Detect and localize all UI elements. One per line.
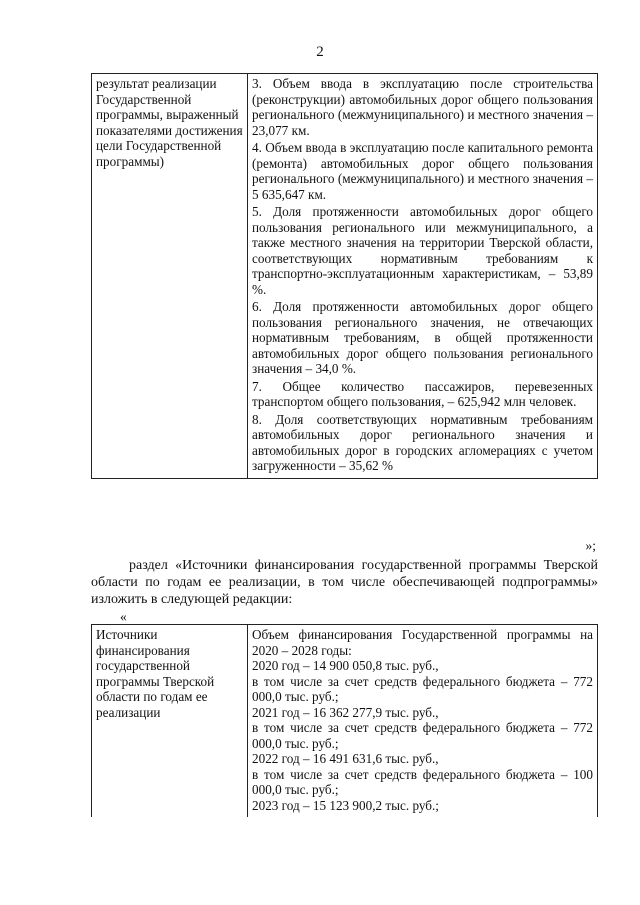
- financing-line-1: 2020 год – 14 900 050,8 тыс. руб.,: [252, 658, 439, 673]
- indicator-item-8: 8. Доля соответствующих нормативным требованиям автомобильных дорог регионального значения и автомобильных дорог в городских агломерациях с учетом загруженности – 35,62 %: [252, 411, 593, 473]
- indicator-item-3: 3. Объем ввода в эксплуатацию после строительства (реконструкции) автомобильных дорог общего пользования регионального (межмуниципального) и местного значения – 23,077 км.: [252, 76, 593, 138]
- amendment-paragraph: раздел «Источники финансирования государственной программы Тверской области по годам ее реализации, в том числе обеспечивающей подпрограммы» изложить в следующей редакции:: [91, 558, 598, 607]
- indicator-item-6: 6. Доля протяженности автомобильных дорог общего пользования регионального значения, не отвечающих нормативным требованиям, в общей протяженности автомобильных дорог общего пользования регионального значения – 34,0 %.: [252, 299, 593, 376]
- table2-right-cell: [248, 625, 598, 818]
- opening-quote: «: [120, 609, 127, 624]
- table2-left-cell: [92, 625, 248, 818]
- financing-line-2: в том числе за счет средств федерального бюджета – 772 000,0 тыс. руб.;: [252, 673, 593, 704]
- table2-left-text: Источники финансирования государственной программы Тверской области по годам ее реализации: [96, 627, 215, 720]
- financing-line-3: 2021 год – 16 362 277,9 тыс. руб.,: [252, 704, 439, 720]
- financing-line-6: в том числе за счет средств федерального бюджета – 100 000,0 тыс. руб.;: [252, 766, 593, 797]
- financing-line-4: в том числе за счет средств федерального бюджета – 772 000,0 тыс. руб.;: [252, 720, 593, 751]
- passport-table-financing: [91, 624, 598, 817]
- indicator-item-7: 7. Общее количество пассажиров, перевезенных транспортом общего пользования, – 625,942 млн человек.: [252, 378, 593, 409]
- table1-left-cell: [92, 74, 248, 479]
- financing-line-7: 2023 год – 15 123 900,2 тыс. руб.;: [252, 797, 439, 813]
- table1-left-text: результат реализации Государственной программы, выраженный показателями достижения цели Государственной программы): [96, 76, 243, 169]
- table1-right-cell: [248, 74, 598, 479]
- closing-quote: »;: [585, 538, 596, 553]
- financing-line-0: Объем финансирования Государственной программы на 2020 – 2028 годы:: [252, 627, 593, 658]
- indicator-item-5: 5. Доля протяженности автомобильных дорог общего пользования регионального или межмуниципального, а также местного значения на территории Тверской области, соответствующих нормативным требованиям к транспортно-эксплуатационным характеристикам, – 53,89 %.: [252, 204, 593, 297]
- page-number: 2: [316, 44, 324, 60]
- passport-table-results: [91, 73, 598, 479]
- financing-line-5: 2022 год – 16 491 631,6 тыс. руб.,: [252, 751, 439, 766]
- indicator-item-4: 4. Объем ввода в эксплуатацию после капитального ремонта (ремонта) автомобильных дорог общего пользования регионального (межмуниципального) и местного значения – 5 635,647 км.: [252, 140, 593, 202]
